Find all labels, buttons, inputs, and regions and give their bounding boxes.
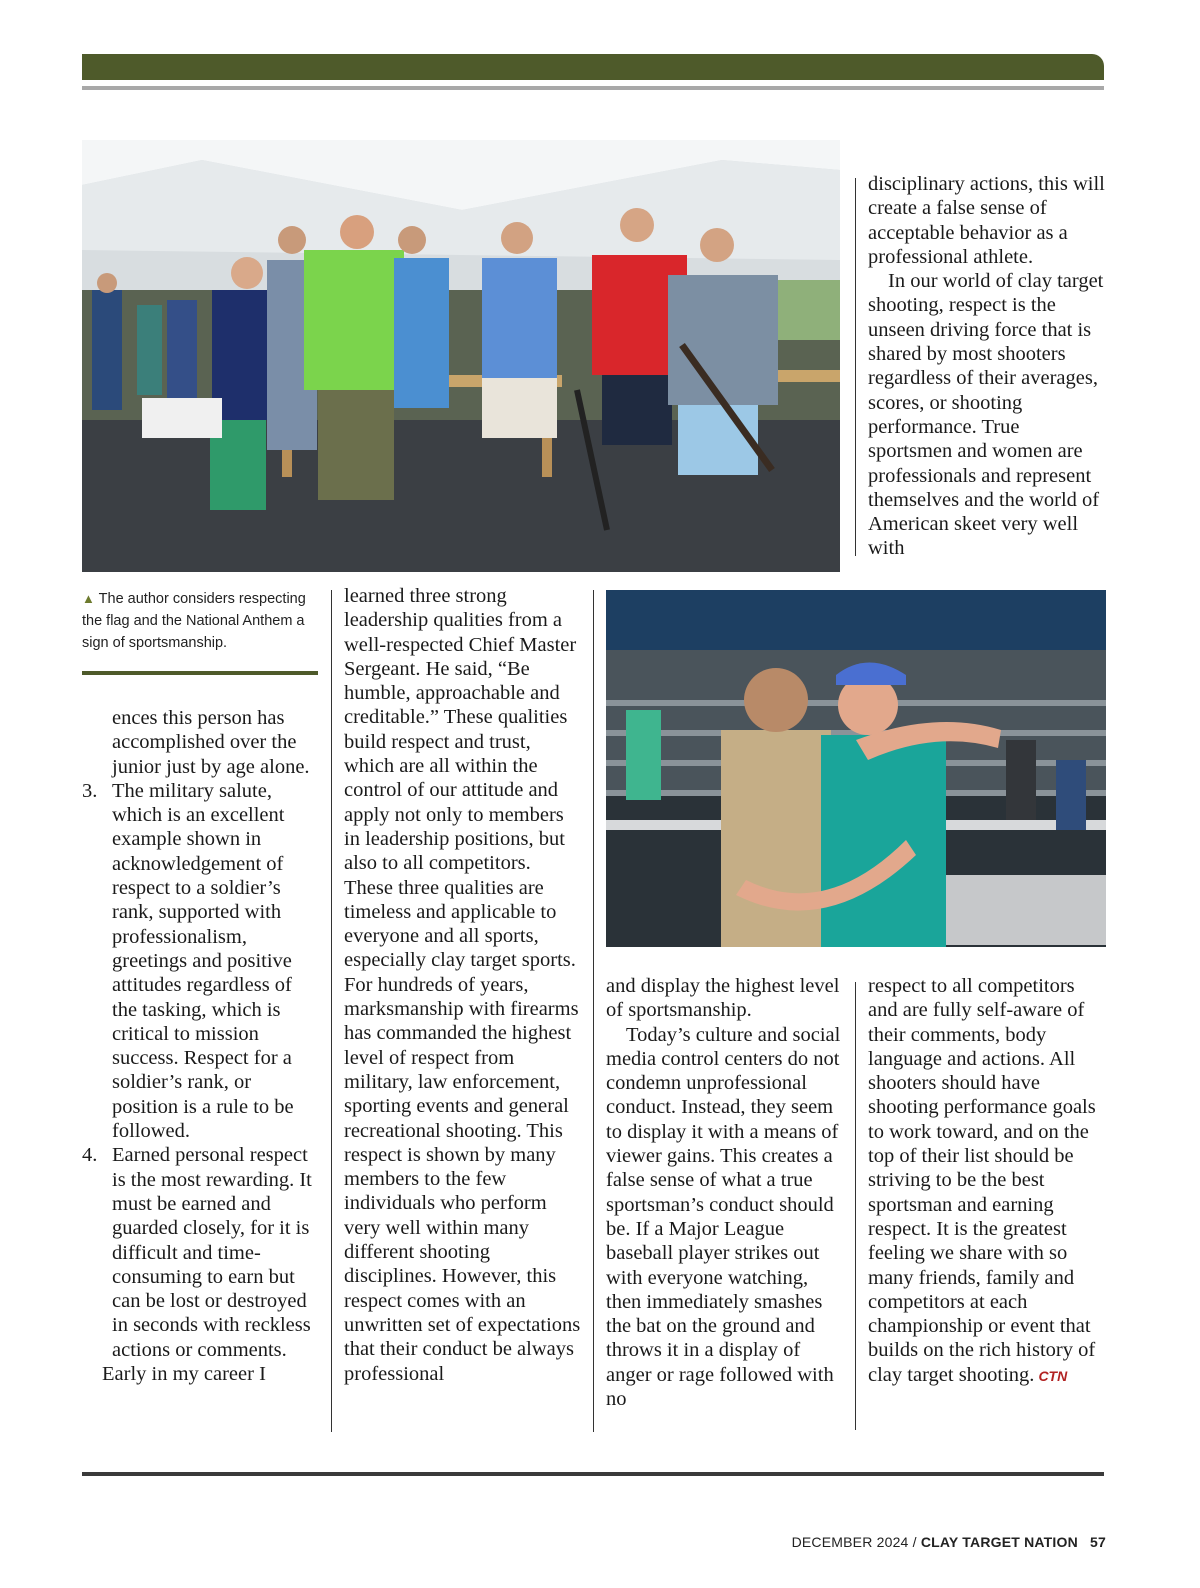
column-3 (606, 974, 844, 1411)
column-rule (855, 178, 856, 556)
paragraph: and display the highest level of sportsmanship. (606, 975, 840, 1022)
caption-text: The author considers respecting the flag and the National Anthem a sign of sportsmanship. (82, 591, 306, 651)
list-item (82, 1143, 322, 1362)
column-2 (344, 584, 584, 1386)
paragraph: learned three strong leadership qualities from a well-respected Chief Master Sergeant. He said, “Be humble, approachable and creditable.” These qualities build respect and trust, which are all within the control of our attitude and apply not only to members in leadership positions, but also to all competitors. These three qualities are timeless and applicable to everyone and all sports, especially clay target sports. For hundreds of years, marksmanship with firearms has commanded the highest level of respect from military, law enforcement, sporting events and general recreational shooting. This respect is shown by many members to the few individuals who perform very well within many different shooting disciplines. However, this respect comes with an unwritten set of expectations that their conduct be always professional (344, 585, 581, 1385)
triangle-icon: ▲ (82, 591, 95, 606)
page-number: 57 (1090, 1534, 1106, 1550)
column-rule (855, 982, 856, 1430)
issue-date: DECEMBER 2024 / (791, 1534, 917, 1550)
column-4-top (868, 172, 1106, 561)
ctn-end-mark: CTN (1038, 1367, 1068, 1384)
column-1 (82, 706, 322, 1386)
column-4-bottom (868, 974, 1106, 1388)
list-item (82, 779, 322, 1143)
paragraph: Today’s culture and social media control centers do not condemn unprofessional conduct. Instead, they seem to display it with a means of viewer gains. This creates a false sense of what a true sportsman’s conduct should be. If a Major League baseball player strikes out with everyone watching, then immediately smashes the bat on the ground and throws it in a display of anger or rage followed with no (606, 1023, 841, 1411)
caption-rule (82, 671, 318, 675)
list-number: 3. (82, 779, 98, 802)
list-text: Earned personal respect is the most rewarding. It must be earned and guarded closely, for it is difficult and time-consuming to earn but can be lost or destroyed in seconds with reckless actions or comments. (112, 1144, 312, 1361)
footer-rule (82, 1472, 1104, 1476)
column-rule (593, 590, 594, 1432)
column-rule (331, 590, 332, 1432)
paragraph: Early in my career I (102, 1363, 266, 1386)
magazine-name: CLAY TARGET NATION (920, 1534, 1078, 1550)
paragraph (868, 974, 1106, 1388)
page-footer (792, 1534, 1106, 1550)
header-bar (82, 54, 1104, 80)
header-rule (82, 86, 1104, 90)
list-text: The military salute, which is an excellent example shown in acknowledgement of respect to a soldier’s rank, supported with professionalism, greetings and positive attitudes regardless of the tasking, which is critical to mission success. Respect for a soldier’s rank, or position is a rule to be followed. (112, 779, 294, 1143)
list-number: 4. (82, 1144, 98, 1167)
numbered-list (82, 779, 322, 1362)
paragraph: ences this person has accomplished over the junior just by age alone. (112, 707, 310, 778)
paragraph: disciplinary actions, this will create a false sense of acceptable behavior as a professional athlete. (868, 173, 1105, 268)
paragraph: In our world of clay target shooting, respect is the unseen driving force that is shared by most shooters regardless of their averages, scores, or shooting performance. True sportsmen and women are professionals and represent themselves and the world of American skeet very well with (868, 270, 1104, 560)
photo-embrace (606, 590, 1106, 947)
paragraph-text: respect to all competitors and are fully self-aware of their comments, body language and actions. All shooters should have shooting performance goals to work toward, and on the top of their list should be striving to be the best sportsman and earning respect. It is the greatest feeling we share with so many friends, family and competitors at each championship or event that builds on the rich history of clay target shooting. (868, 975, 1096, 1386)
photo-caption (82, 588, 322, 654)
photo-national-anthem (82, 140, 840, 572)
